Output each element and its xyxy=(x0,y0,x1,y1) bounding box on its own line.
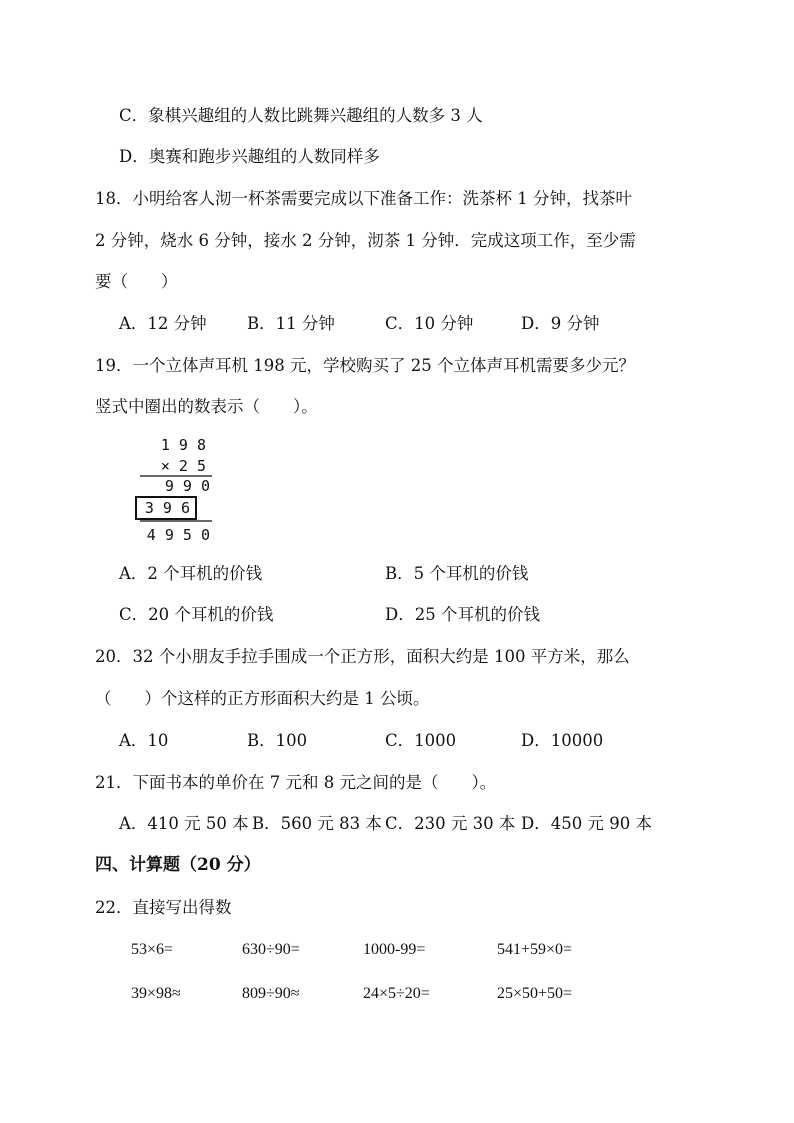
vertical-row-partial-2: 3 9 6 xyxy=(144,499,190,517)
q20-option-c: C．1000 xyxy=(385,731,457,750)
q21-option-c: C．230 元 30 本 xyxy=(385,814,516,833)
q20-stem-line1: 20．32 个小朋友手拉手围成一个正方形，面积大约是 100 平方米，那么 xyxy=(95,647,630,666)
q17-option-c: C．象棋兴趣组的人数比跳舞兴趣组的人数多 3 人 xyxy=(119,106,483,125)
calc-item: 1000-99= xyxy=(363,941,426,958)
section-heading: 四、计算题（20 分） xyxy=(95,855,261,875)
vertical-row-partial-1: 9 9 0 xyxy=(164,477,210,495)
q19-option-c: C．20 个耳机的价钱 xyxy=(119,605,274,624)
calc-item: 39×98≈ xyxy=(131,985,181,1002)
vertical-row-multiplicand: 1 9 8 xyxy=(160,436,206,454)
q21-option-a: A．410 元 50 本 xyxy=(119,814,249,833)
q19-option-d: D．25 个耳机的价钱 xyxy=(385,605,540,624)
q18-option-a: A．12 分钟 xyxy=(119,314,207,333)
calc-item: 630÷90= xyxy=(242,941,300,958)
q21-option-b: B．560 元 83 本 xyxy=(252,814,382,833)
calc-item: 541+59×0= xyxy=(497,941,573,958)
q18-option-c: C．10 分钟 xyxy=(385,314,474,333)
q20-option-b: B．100 xyxy=(247,731,308,750)
q19-stem-line2: 竖式中圈出的数表示（ ）。 xyxy=(95,397,318,416)
q19-stem-line1: 19．一个立体声耳机 198 元，学校购买了 25 个立体声耳机需要多少元？ xyxy=(95,356,635,375)
q18-stem-line3: 要（ ） xyxy=(95,272,178,291)
q21-stem: 21．下面书本的单价在 7 元和 8 元之间的是（ ）。 xyxy=(95,773,497,792)
vertical-row-product: 4 9 5 0 xyxy=(146,526,210,544)
q18-stem-line1: 18．小明给客人沏一杯茶需要完成以下准备工作：洗茶杯 1 分钟，找茶叶 xyxy=(95,189,632,208)
q19-option-a: A．2 个耳机的价钱 xyxy=(119,564,263,583)
calc-item: 809÷90≈ xyxy=(242,985,300,1002)
vertical-multiplication xyxy=(132,430,226,548)
q18-option-b: B．11 分钟 xyxy=(247,314,335,333)
calc-item: 25×50+50= xyxy=(497,985,573,1002)
q20-option-a: A．10 xyxy=(119,731,169,750)
q22-title: 22．直接写出得数 xyxy=(95,898,232,917)
q18-stem-line2: 2 分钟，烧水 6 分钟，接水 2 分钟，沏茶 1 分钟．完成这项工作，至少需 xyxy=(95,231,636,250)
calc-item: 53×6= xyxy=(131,941,174,958)
q19-option-b: B．5 个耳机的价钱 xyxy=(385,564,529,583)
q20-stem-line2: （ ）个这样的正方形面积大约是 1 公顷。 xyxy=(95,689,430,708)
q21-option-d: D．450 元 90 本 xyxy=(521,814,652,833)
q17-option-d: D．奥赛和跑步兴趣组的人数同样多 xyxy=(119,147,380,166)
vertical-row-multiplier: × 2 5 xyxy=(160,457,206,475)
calc-item: 24×5÷20= xyxy=(363,985,430,1002)
q20-option-d: D．10000 xyxy=(521,731,604,750)
q18-option-d: D．9 分钟 xyxy=(521,314,600,333)
